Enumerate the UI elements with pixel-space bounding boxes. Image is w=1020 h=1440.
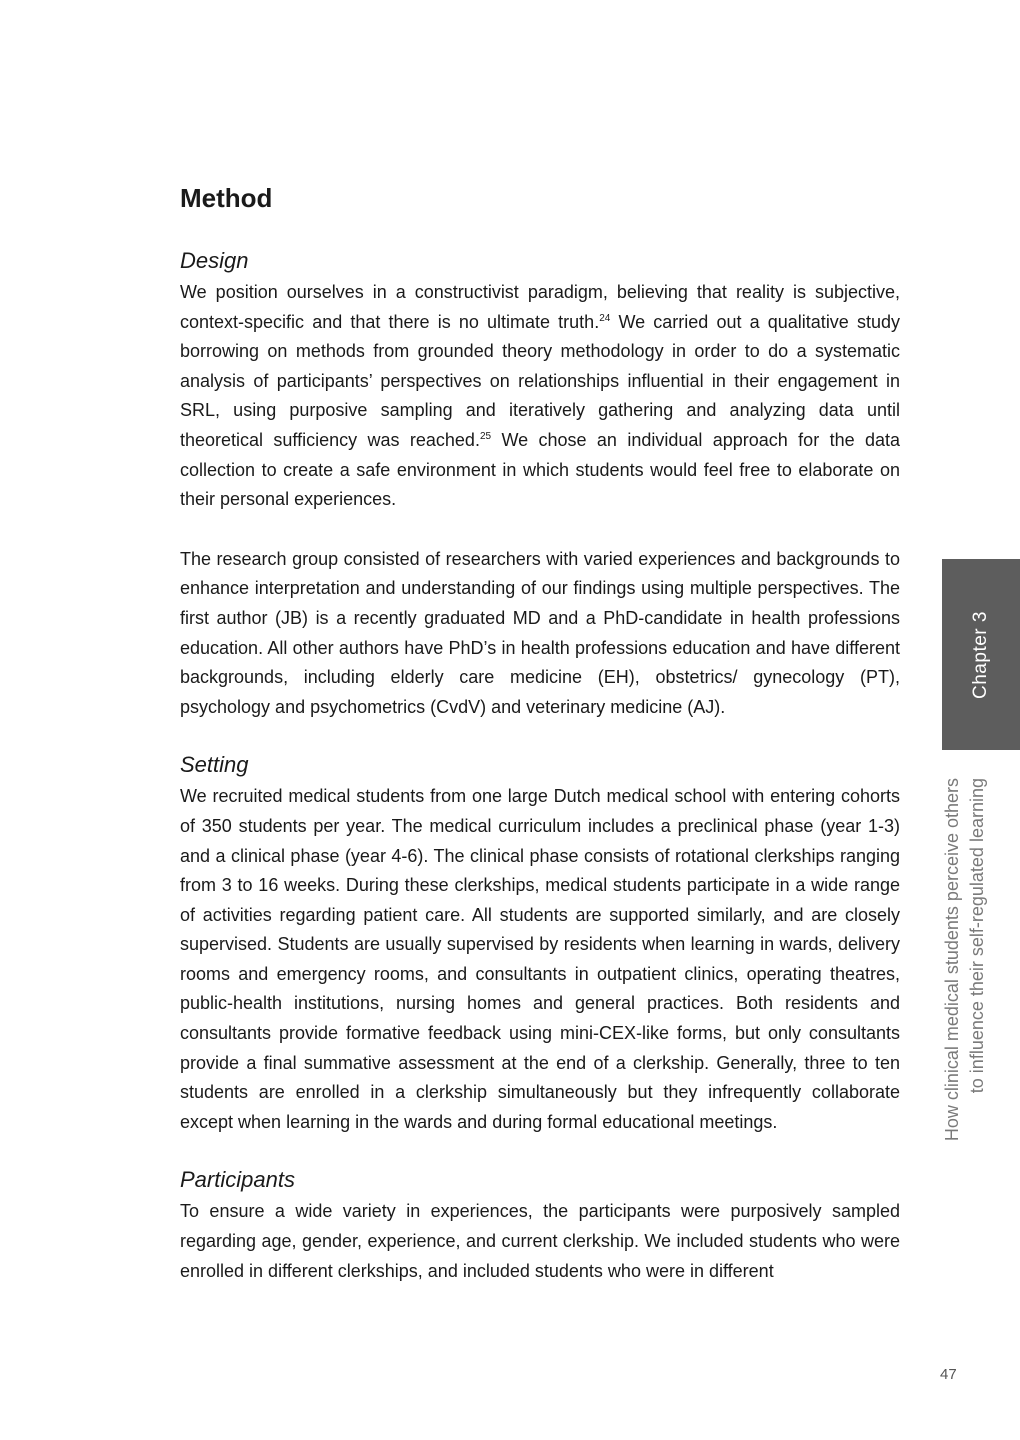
chapter-tab <box>942 559 1020 750</box>
running-title-line-1: How clinical medical students perceive others <box>942 778 962 1142</box>
citation-24: 24 <box>599 312 611 324</box>
design-heading: Design <box>180 248 249 273</box>
main-content <box>180 180 900 1286</box>
page-number: 47 <box>940 1366 957 1383</box>
design-paragraph-2: The research group consisted of researchers with varied experiences and backgrounds to enhance interpretation and understanding of our findings using multiple perspectives. The first author (JB) is a recently graduated MD and a PhD-candidate in health professions education. All other authors have PhD’s in health professions education and have different backgrounds, including elderly care medicine (EH), obstetrics/ gynecology (PT), psychology and psychometrics (CvdV) and veterinary medicine (AJ). <box>180 548 900 717</box>
setting-paragraph: We recruited medical students from one large Dutch medical school with entering cohorts of 350 students per year. The medical curriculum includes a preclinical phase (year 1-3) and a clinical phase (year 4-6). The clinical phase consists of rotational clerkships ranging from 3 to 16 weeks. During these clerkships, medical students participate in a wide range of activities regarding patient care. All students are supported similarly, and are closely supervised. Students are usually supervised by residents when learning in wards, delivery rooms and emergency rooms, and consultants in outpatient clinics, operating theatres, public-health institutions, nursing homes and general practices. Both residents and consultants provide formative feedback using mini-CEX-like forms, but only consultants provide a final summative assessment at the end of a clerkship. Generally, three to ten students are enrolled in a clerkship simultaneously but they infrequently collaborate except when learning in the wards and during formal educational meetings. <box>180 786 900 1132</box>
chapter-label: Chapter 3 <box>970 610 991 699</box>
participants-paragraph: To ensure a wide variety in experiences, the participants were purposively sampled regarding age, gender, experience, and current clerkship. We included students who were enrolled in different clerkships, and included students who were in different <box>180 1201 900 1281</box>
setting-heading: Setting <box>180 752 249 778</box>
section-title: Method <box>180 183 273 213</box>
design-paragraph-1: We position ourselves in a constructivist paradigm, believing that reality is subjective, context-specific and that there is no ultimate truth.$^{24}$ We carried out a qualitative study borrowing on methods from grounded theory methodology in order to do a systematic analysis of participants’ perspectives on relationships influential in their engagement in SRL, using purposive sampling and iteratively gathering and analyzing data until theoretical sufficiency was reached.$^{25}$ We chose an individual approach for the data collection to create a safe environment in which students would feel free to elaborate on their personal experiences. <box>180 282 900 510</box>
participants-heading: Participants <box>180 1167 295 1193</box>
citation-25: 25 <box>479 430 492 442</box>
running-title-line-2: to influence their self-regulated learning <box>967 778 987 1094</box>
running-title <box>940 778 990 1178</box>
